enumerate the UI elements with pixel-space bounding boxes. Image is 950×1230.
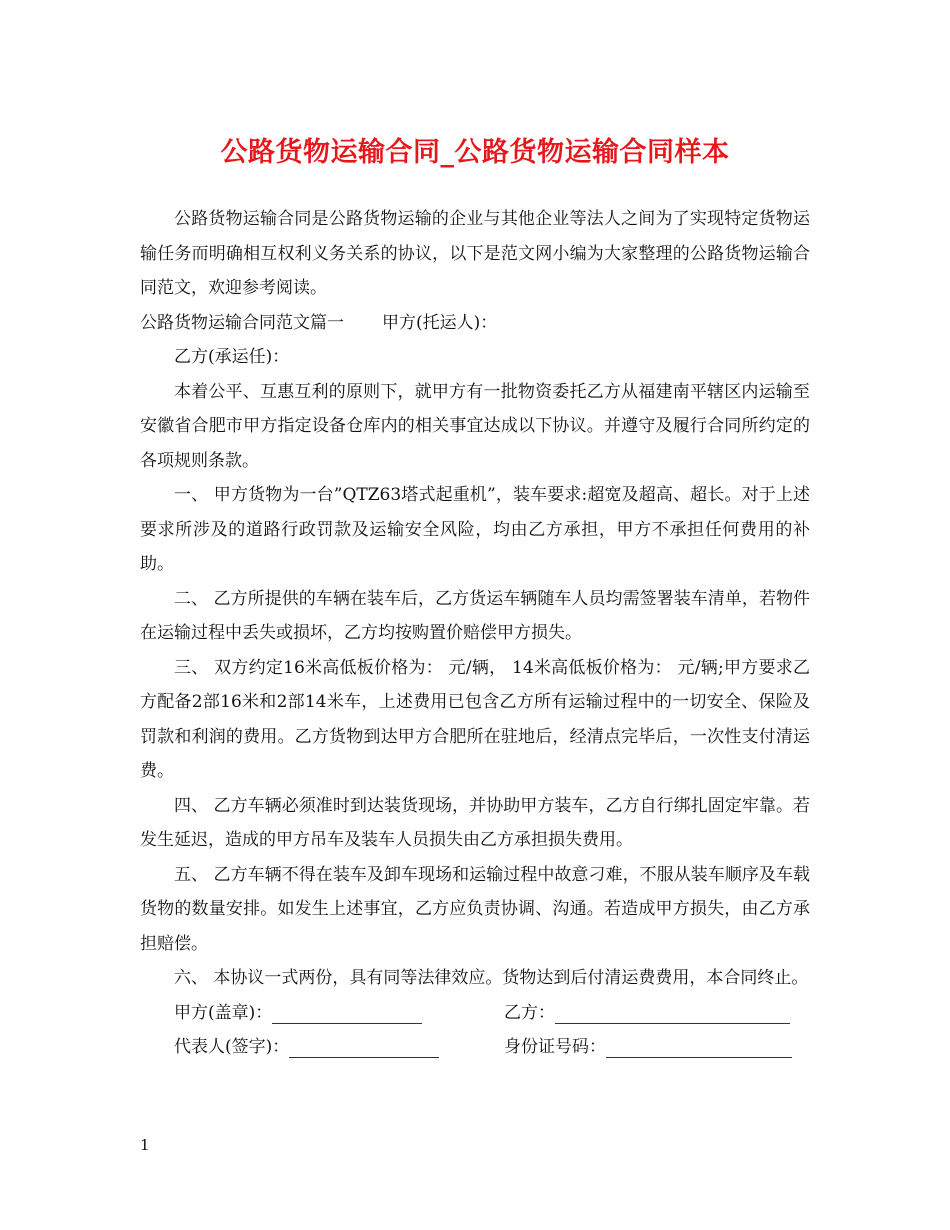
clause-2: 二、 乙方所提供的车辆在装车后，乙方货运车辆随车人员均需签署装车清单，若物件在运输过程中丢失或损坏，乙方均按购置价赔偿甲方损失。 <box>140 588 810 643</box>
id-number-label: 身份证号码： <box>504 1037 606 1057</box>
party-b-label: 乙方(承运任)： <box>174 347 290 367</box>
party-a-seal-line[interactable] <box>272 1003 422 1024</box>
id-number-line[interactable] <box>606 1037 792 1058</box>
party-b-sign-field <box>504 996 790 1031</box>
clause-5: 五、 乙方车辆不得在装车及卸车现场和运输过程中故意刁难，不服从装车顺序及车载货物的数量安排。如发生上述事宜，乙方应负责协调、沟通。若造成甲方损失，由乙方承担赔偿。 <box>140 864 810 954</box>
intro-paragraph: 公路货物运输合同是公路货物运输的企业与其他企业等法人之间为了实现特定货物运输任务而明确相互权利义务关系的协议，以下是范文网小编为大家整理的公路货物运输合同范文，欢迎参考阅读。 <box>140 209 810 298</box>
clause-4: 四、 乙方车辆必须准时到达装货现场，并协助甲方装车，乙方自行绑扎固定牢靠。若发生延迟，造成的甲方吊车及装车人员损失由乙方承担损失费用。 <box>140 795 810 850</box>
page-number: 1 <box>140 1136 150 1154</box>
id-number-field <box>504 1030 792 1065</box>
representative-label: 代表人(签字)： <box>174 1037 290 1057</box>
clause-3: 三、 双方约定16米高低板价格为： 元/辆， 14米高低板价格为： 元/辆;甲方要求乙方配备2部16米和2部14米车，上述费用已包含乙方所有运输过程中的一切安全、保险及罚款和利润的费用。乙方货物到达甲方合肥所在驻地后，经清点完毕后，一次性支付清运费。 <box>140 657 810 781</box>
party-a-label: 甲方(托运人)： <box>382 312 498 333</box>
representative-field <box>174 1030 504 1065</box>
preamble-paragraph: 本着公平、互惠互利的原则下，就甲方有一批物资委托乙方从福建南平辖区内运输至安徽省合肥市甲方指定设备仓库内的相关事宜达成以下协议。并遵守及履行合同所约定的各项规则条款。 <box>140 381 810 471</box>
representative-line[interactable] <box>289 1037 439 1058</box>
heading-gap <box>344 306 382 341</box>
document-body <box>140 202 810 1065</box>
document-title: 公路货物运输合同_公路货物运输合同样本 <box>220 137 730 168</box>
signature-row-2 <box>140 1030 810 1065</box>
clause-6: 六、 本协议一式两份，具有同等法律效应。货物达到后付清运费费用，本合同终止。 <box>174 968 809 988</box>
section-heading-line <box>140 306 810 341</box>
party-a-seal-label: 甲方(盖章)： <box>174 1002 273 1023</box>
party-b-sign-line[interactable] <box>555 1003 790 1024</box>
section-heading: 公路货物运输合同范文篇一 <box>140 312 344 333</box>
party-a-seal-field <box>174 996 504 1031</box>
clause-1: 一、 甲方货物为一台”QTZ63塔式起重机”，装车要求:超宽及超高、超长。对于上述要求所涉及的道路行政罚款及运输安全风险，均由乙方承担，甲方不承担任何费用的补助。 <box>140 485 810 574</box>
signature-row-1 <box>140 996 810 1031</box>
party-b-sign-label: 乙方： <box>504 1002 555 1023</box>
